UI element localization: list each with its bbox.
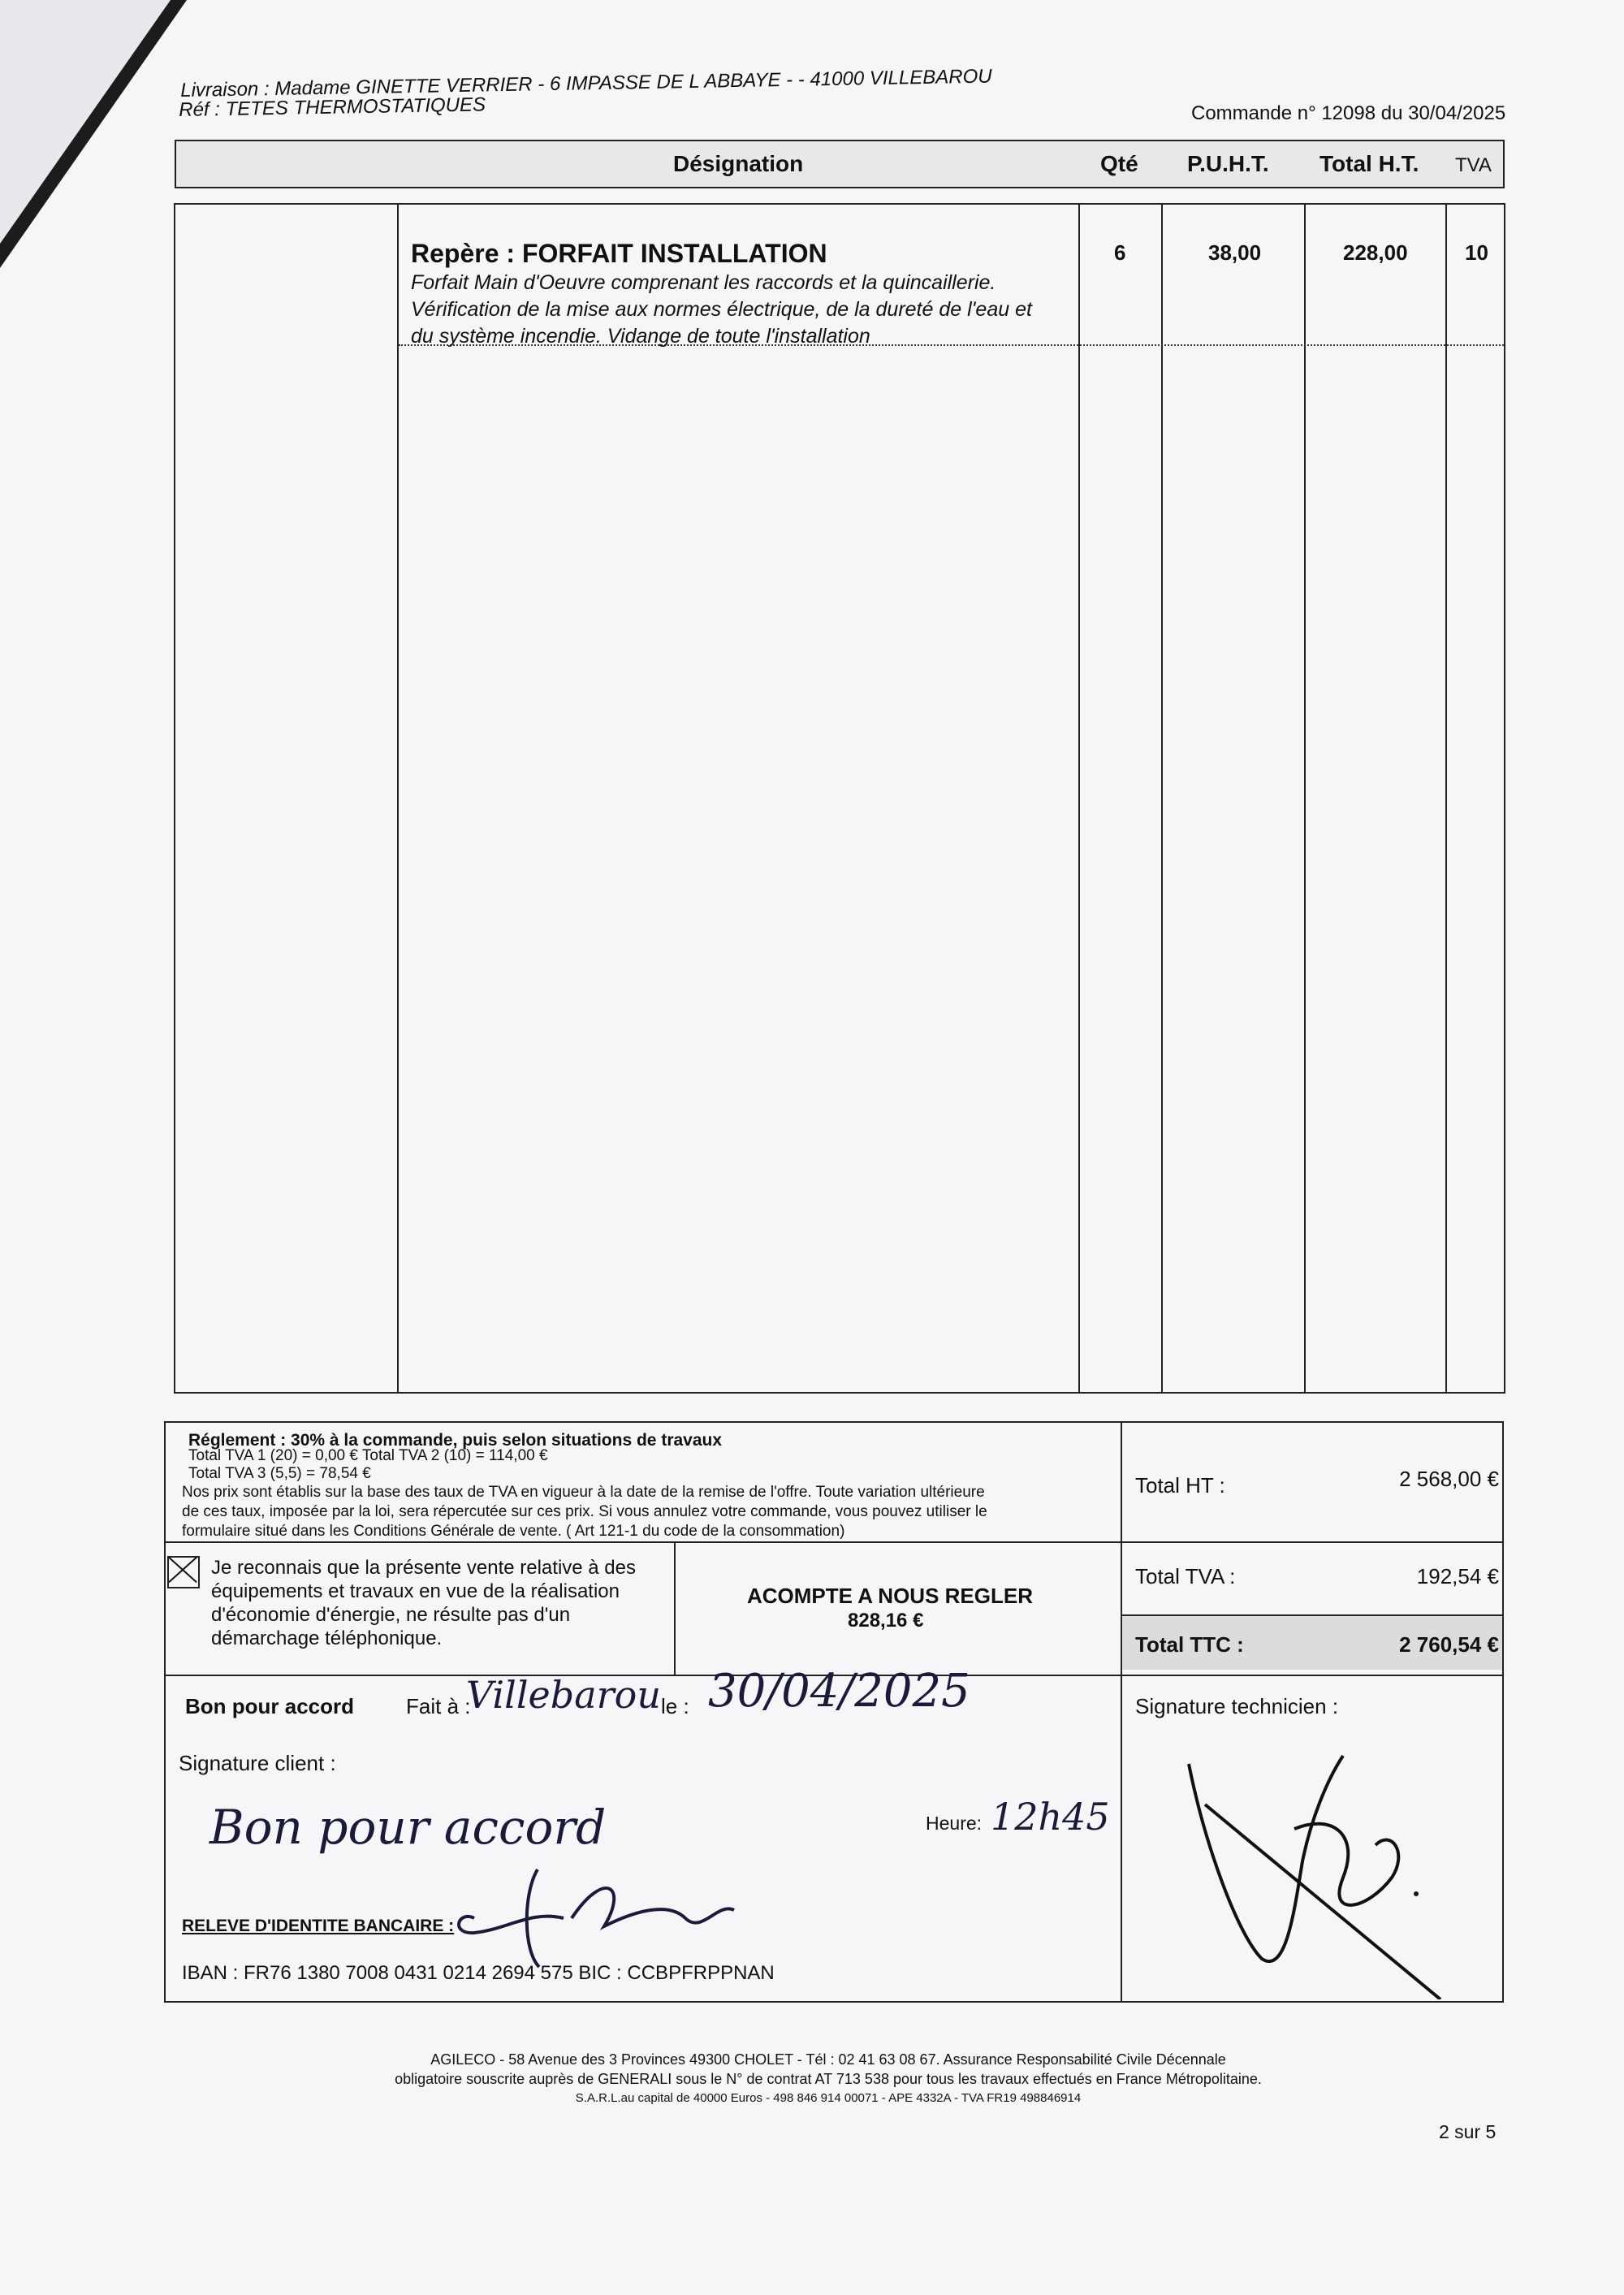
col-divider xyxy=(1304,205,1306,1392)
company-footer xyxy=(244,2050,1413,2108)
delivery-address: Livraison : Madame GINETTE VERRIER - 6 IMPASSE DE L ABBAYE - - 41000 VILLEBAROU xyxy=(180,65,992,102)
page-number: 2 sur 5 xyxy=(1439,2121,1497,2142)
date-label: le : xyxy=(661,1694,689,1718)
summary-divider xyxy=(674,1541,676,1676)
ack-line: Je reconnais que la présente vente relative à des xyxy=(211,1557,636,1579)
ack-line: d'économie d'énergie, ne résulte pas d'un xyxy=(211,1604,571,1626)
acknowledgement-text xyxy=(211,1556,650,1650)
deposit-label: ACOMPTE A NOUS REGLER xyxy=(747,1584,1033,1608)
iban: IBAN : FR76 1380 7008 0431 0214 2694 575 BIC : CCBPFRPPNAN xyxy=(182,1962,775,1984)
summary-box xyxy=(164,1421,1504,2003)
order-number: Commande n° 12098 du 30/04/2025 xyxy=(1191,102,1506,124)
payment-terms: Réglement : 30% à la commande, puis selon situations de travaux xyxy=(188,1431,723,1450)
deposit-value: 828,16 € xyxy=(848,1610,924,1632)
bank-details-label: RELEVE D'IDENTITE BANCAIRE : xyxy=(182,1917,455,1935)
approval-label: Bon pour accord xyxy=(185,1694,355,1718)
table-header xyxy=(175,140,1505,188)
footer-line: S.A.R.L.au capital de 40000 Euros - 498 846 914 00071 - APE 4332A - TVA FR19 498846914 xyxy=(575,2091,1082,2105)
total-ttc-label: Total TTC : xyxy=(1135,1632,1244,1657)
technician-signature-drawing xyxy=(1173,1731,1546,1999)
footer-line: AGILECO - 58 Avenue des 3 Provinces 49300 CHOLET - Tél : 02 41 63 08 67. Assurance Responsabilité Civile Décennale xyxy=(430,2051,1226,2068)
item-total-ht: 228,00 xyxy=(1343,240,1408,265)
item-description xyxy=(411,270,1069,350)
item-desc-line: du système incendie. Vidange de toute l'installation xyxy=(411,325,870,348)
col-total-ht: Total H.T. xyxy=(1320,151,1419,176)
place-label: Fait à : xyxy=(406,1694,471,1718)
item-desc-line: Vérification de la mise aux normes électrique, de la dureté de l'eau et xyxy=(411,298,1032,321)
summary-divider xyxy=(1121,1423,1122,2001)
total-ttc-value: 2 760,54 € xyxy=(1399,1632,1499,1657)
total-tva-value: 192,54 € xyxy=(1416,1564,1499,1588)
legal-notice xyxy=(182,1483,1108,1541)
client-signature-drawing xyxy=(442,1861,913,1975)
reference: Réf : TETES THERMOSTATIQUES xyxy=(179,93,486,121)
tva-breakdown: Total TVA 1 (20) = 0,00 € Total TVA 2 (10) = 114,00 € xyxy=(188,1447,548,1464)
date-handwritten: 30/04/2025 xyxy=(708,1665,970,1718)
items-table xyxy=(174,203,1505,1394)
footer-line: obligatoire souscrite auprès de GENERALI sous le N° de contrat AT 713 538 pour tous les travaux effectués en France Métropolitaine. xyxy=(395,2071,1262,2087)
client-signature-label: Signature client : xyxy=(179,1751,336,1775)
col-divider xyxy=(397,205,399,1392)
item-puht: 38,00 xyxy=(1208,240,1262,265)
col-divider xyxy=(1078,205,1080,1392)
approval-handwritten: Bon pour accord xyxy=(209,1800,607,1855)
total-ht-label: Total HT : xyxy=(1135,1473,1225,1498)
col-divider xyxy=(1445,205,1447,1392)
col-designation: Désignation xyxy=(673,151,804,176)
ack-line: démarchage téléphonique. xyxy=(211,1627,443,1649)
item-desc-line: Forfait Main d'Oeuvre comprenant les raccords et la quincaillerie. xyxy=(411,271,996,294)
legal-line: de ces taux, imposée par la loi, sera répercutée sur ces prix. Si vous annulez votre commande, vous pouvez utiliser le xyxy=(182,1503,987,1520)
page-corner-fold-inner xyxy=(0,0,171,244)
ack-line: équipements et travaux en vue de la réalisation xyxy=(211,1580,620,1602)
col-tva: TVA xyxy=(1455,154,1492,176)
item-qte: 6 xyxy=(1114,240,1126,265)
total-ht-value: 2 568,00 € xyxy=(1399,1467,1499,1491)
technician-signature-label: Signature technicien : xyxy=(1135,1694,1339,1718)
item-tva: 10 xyxy=(1465,240,1488,265)
summary-divider xyxy=(166,1541,1122,1543)
item-title: Repère : FORFAIT INSTALLATION xyxy=(411,239,827,268)
col-puht: P.U.H.T. xyxy=(1187,151,1269,176)
time-label: Heure: xyxy=(926,1813,983,1834)
col-divider xyxy=(1161,205,1163,1392)
place-handwritten: Villebarou xyxy=(466,1673,661,1717)
acknowledgement-checkbox[interactable] xyxy=(167,1556,200,1588)
summary-divider xyxy=(1122,1541,1502,1543)
time-handwritten: 12h45 xyxy=(991,1795,1110,1839)
legal-line: formulaire situé dans les Conditions Générale de vente. ( Art 121-1 du code de la consommation) xyxy=(182,1523,845,1540)
col-qte: Qté xyxy=(1100,151,1138,176)
total-tva-label: Total TVA : xyxy=(1135,1564,1236,1588)
tva-breakdown: Total TVA 3 (5,5) = 78,54 € xyxy=(188,1465,371,1482)
legal-line: Nos prix sont établis sur la base des taux de TVA en vigueur à la date de la remise de l'offre. Toute variation ultérieure xyxy=(182,1484,985,1501)
